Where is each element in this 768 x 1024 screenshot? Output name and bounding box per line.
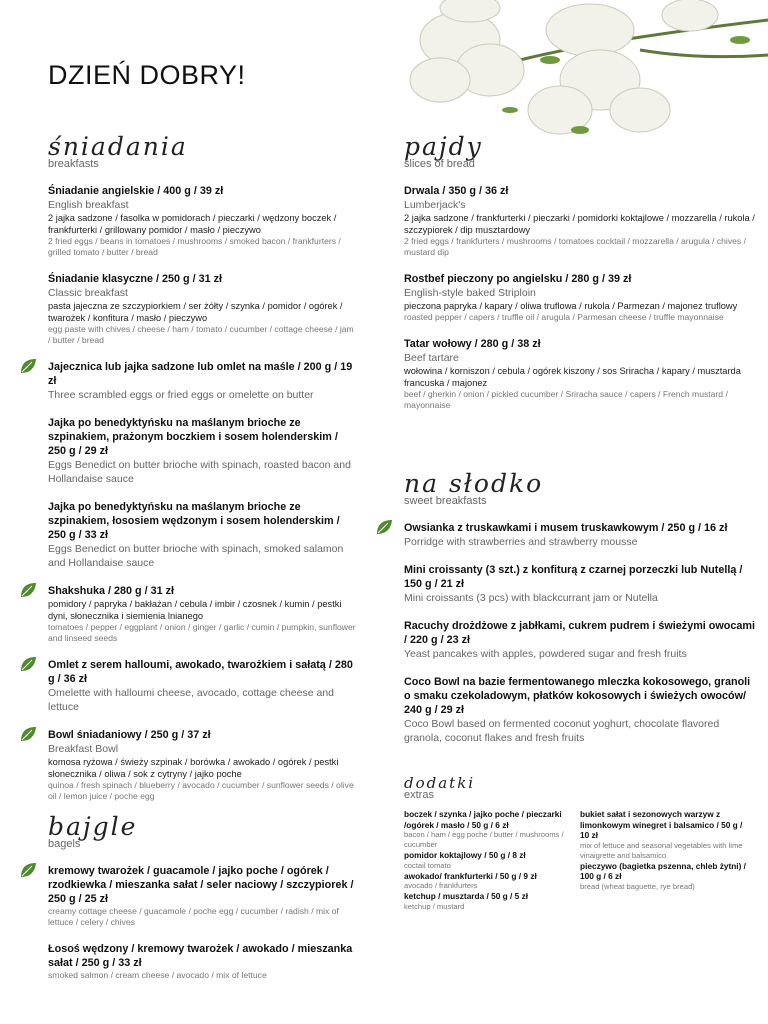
section-script-title: na słodko bbox=[404, 469, 544, 498]
item-ingredients: pasta jajeczna ze szczypiorkiem / ser żółty / szynka / pomidor / ogórek / twarożek / konfitura / masło / pieczywo bbox=[48, 301, 343, 323]
item-ingredients: wołowina / korniszon / cebula / ogórek kiszony / sos Sriracha / kapary / musztarda francuska / majonez bbox=[404, 366, 741, 388]
menu-item bbox=[404, 184, 756, 258]
section-pajdy bbox=[404, 134, 756, 411]
section-script-title: bajgle bbox=[48, 812, 138, 841]
extra-item bbox=[580, 861, 746, 892]
item-english-name: Omelette with halloumi cheese, avocado, cottage cheese and lettuce bbox=[48, 687, 335, 713]
extra-name: ketchup / musztarda / 50 g / 5 zł bbox=[404, 891, 529, 901]
right-column bbox=[404, 134, 756, 922]
left-column bbox=[48, 134, 358, 991]
item-name: Śniadanie klasyczne / 250 g / 31 zł bbox=[48, 273, 223, 285]
section-script-title: śniadania bbox=[48, 132, 188, 161]
item-name: Jajka po benedyktyńsku na maślanym brioche ze szpinakiem, prażonym boczkiem i sosem holenderskim / 250 g / 29 zł bbox=[48, 417, 338, 457]
menu-item bbox=[404, 337, 756, 411]
extra-english: ketchup / mustard bbox=[404, 901, 465, 911]
leaf-icon bbox=[18, 580, 38, 600]
item-name: Mini croissanty (3 szt.) z konfiturą z czarnej porzeczki lub Nutellą / 150 g / 21 zł bbox=[404, 564, 743, 590]
item-name: Omlet z serem halloumi, awokado, twarożkiem i sałatą / 280 g / 36 zł bbox=[48, 659, 353, 685]
item-english-name: Eggs Benedict on butter brioche with spinach, roasted bacon and Hollandaise sauce bbox=[48, 459, 351, 485]
item-name: Bowl śniadaniowy / 250 g / 37 zł bbox=[48, 729, 211, 741]
item-english-name: Three scrambled eggs or fried eggs or omelette on butter bbox=[48, 389, 314, 401]
item-english-name: English breakfast bbox=[48, 199, 129, 211]
item-name: kremowy twarożek / guacamole / jajko poche / ogórek / rzodkiewka / mieszanka sałat / seler naciowy / szczypiorek / 250 g / 25 zł bbox=[48, 865, 354, 905]
menu-item bbox=[48, 360, 358, 402]
magnolia-flowers-illustration bbox=[400, 0, 768, 150]
section-slodko bbox=[404, 471, 756, 745]
menu-item bbox=[48, 728, 358, 802]
section-subtitle: bagels bbox=[48, 838, 81, 850]
item-english-name: Yeast pancakes with apples, powdered sugar and fresh fruits bbox=[404, 648, 687, 660]
item-english-name: Mini croissants (3 pcs) with blackcurrant jam or Nutella bbox=[404, 592, 658, 604]
menu-item bbox=[48, 942, 358, 981]
extra-item bbox=[404, 871, 570, 892]
extra-name: boczek / szynka / jajko poche / pieczarki /ogórek / masło / 50 g / 6 zł bbox=[404, 809, 562, 830]
item-ingredients: 2 jajka sadzone / frankfurterki / pieczarki / pomidorki koktajlowe / mozzarella / rukola / szczypiorek / dip musztardowy bbox=[404, 213, 755, 235]
section-subtitle: extras bbox=[404, 789, 434, 801]
menu-item bbox=[48, 864, 358, 928]
item-ingredients-english: quinoa / fresh spinach / blueberry / avocado / cucumber / sunflower seeds / olive oil / lemon juice / poche egg bbox=[48, 780, 354, 801]
section-subtitle: breakfasts bbox=[48, 158, 99, 170]
page-title: DZIEŃ DOBRY! bbox=[48, 60, 246, 90]
item-name: Owsianka z truskawkami i musem truskawkowym / 250 g / 16 zł bbox=[404, 522, 728, 534]
item-ingredients-english: beef / gherkin / onion / pickled cucumber / Sriracha sauce / capers / French mustard / mayonnaise bbox=[404, 389, 728, 410]
item-english-name: Lumberjack's bbox=[404, 199, 466, 211]
item-name: Racuchy drożdżowe z jabłkami, cukrem pudrem i świeżymi owocami / 220 g / 23 zł bbox=[404, 620, 756, 646]
extra-name: awokado/ frankfurterki / 50 g / 9 zł bbox=[404, 870, 537, 881]
extra-english: mix of lettuce and seasonal vegetables with lime vinaigrette and balsamico bbox=[580, 840, 743, 860]
menu-item bbox=[48, 658, 358, 714]
item-name: Tatar wołowy / 280 g / 38 zł bbox=[404, 338, 541, 350]
item-ingredients-english: tomatoes / pepper / eggplant / onion / ginger / garlic / cumin / pumpkin, sunflower and linseed seeds bbox=[48, 622, 356, 643]
leaf-icon bbox=[18, 356, 38, 376]
menu-item bbox=[404, 272, 756, 323]
extra-name: bukiet sałat i sezonowych warzyw z limonkowym winegret i balsamico / 50 g / 10 zł bbox=[580, 809, 743, 840]
menu-item bbox=[404, 521, 756, 549]
extra-item bbox=[404, 809, 570, 850]
extra-english: bacon / ham / egg poche / butter / mushrooms / cucumber bbox=[404, 830, 564, 849]
section-subtitle: sweet breakfasts bbox=[404, 495, 487, 507]
menu-item bbox=[404, 675, 756, 745]
extra-english: avocado / frankfurters bbox=[404, 881, 478, 890]
item-english-name: English-style baked Striploin bbox=[404, 287, 536, 299]
item-english-name: Classic breakfast bbox=[48, 287, 128, 299]
section-sniadania bbox=[48, 134, 358, 802]
extra-item bbox=[580, 809, 746, 861]
item-english-name: Breakfast Bowl bbox=[48, 743, 119, 755]
item-ingredients-english: egg paste with chives / cheese / ham / tomato / cucumber / cottage cheese / jam / butter / bread bbox=[48, 324, 354, 345]
item-ingredients-english: creamy cottage cheese / guacamole / poche egg / cucumber / radish / mix of lettuce / celery / chives bbox=[48, 906, 339, 927]
item-english-name: Porridge with strawberries and strawberry mousse bbox=[404, 536, 638, 548]
item-name: Łosoś wędzony / kremowy twarożek / awokado / mieszanka sałat / 250 g / 33 zł bbox=[48, 943, 353, 969]
extra-name: pieczywo (bagietka pszenna, chleb żytni) / 100 g / 6 zł bbox=[580, 860, 746, 881]
item-ingredients: komosa ryżowa / świeży szpinak / borówka / awokado / ogórek / pestki słonecznika / oliwa / sok z cytryny / jajko poche bbox=[48, 757, 339, 779]
leaf-icon bbox=[18, 654, 38, 674]
section-subtitle: slices of bread bbox=[404, 158, 475, 170]
menu-item bbox=[404, 563, 756, 605]
leaf-icon bbox=[18, 724, 38, 744]
item-name: Śniadanie angielskie / 400 g / 39 zł bbox=[48, 185, 224, 197]
item-ingredients: pomidory / papryka / bakłażan / cebula / imbir / czosnek / kumin / pestki dyni, słonecznika i siemienia lnianego bbox=[48, 599, 342, 621]
extra-item bbox=[404, 891, 570, 912]
item-name: Jajecznica lub jajka sadzone lub omlet na maśle / 200 g / 19 zł bbox=[48, 361, 353, 387]
section-dodatki bbox=[404, 775, 756, 912]
section-bajgle bbox=[48, 814, 358, 981]
item-ingredients: pieczona papryka / kapary / oliwa truflowa / rukola / Parmezan / majonez truflowy bbox=[404, 301, 738, 311]
item-ingredients-english: 2 fried eggs / frankfurters / mushrooms / tomatoes cocktail / mozzarella / arugula / chives / mustard dip bbox=[404, 236, 746, 257]
item-name: Rostbef pieczony po angielsku / 280 g / 39 zł bbox=[404, 273, 632, 285]
item-name: Coco Bowl na bazie fermentowanego mleczka kokosowego, granoli o smaku czekoladowym, płatków kokosowych i świeżych owoców/ 240 g / 29 zł bbox=[404, 676, 751, 716]
item-ingredients-english: 2 fried eggs / beans in tomatoes / mushrooms / smoked bacon / frankfurters / grilled tomato / butter / bread bbox=[48, 236, 341, 257]
item-ingredients-english: roasted pepper / capers / truffle oil / arugula / Parmesan cheese / truffle mayonnaise bbox=[404, 312, 724, 322]
menu-item bbox=[404, 619, 756, 661]
section-script-title: dodatki bbox=[404, 774, 476, 792]
leaf-icon bbox=[18, 860, 38, 880]
extra-english: coctail tomato bbox=[404, 860, 451, 870]
menu-item bbox=[48, 416, 358, 486]
item-ingredients: 2 jajka sadzone / fasolka w pomidorach / pieczarki / wędzony boczek / frankfurterki / grillowany pomidor / masło / pieczywo bbox=[48, 213, 337, 235]
item-english-name: Eggs Benedict on butter brioche with spinach, smoked salamon and Hollandaise sauce bbox=[48, 543, 344, 569]
menu-item bbox=[48, 500, 358, 570]
menu-item bbox=[48, 184, 358, 258]
item-ingredients-english: smoked salmon / cream cheese / avocado / mix of lettuce bbox=[48, 970, 267, 980]
extra-name: pomidor koktajlowy / 50 g / 8 zł bbox=[404, 850, 526, 860]
item-english-name: Coco Bowl based on fermented coconut yoghurt, chocolate flavored granola, coconut flakes and fresh fruits bbox=[404, 718, 720, 744]
section-script-title: pajdy bbox=[404, 132, 483, 161]
extra-english: bread (wheat baguette, rye bread) bbox=[580, 881, 695, 891]
extra-item bbox=[404, 850, 570, 871]
menu-item bbox=[48, 272, 358, 346]
item-english-name: Beef tartare bbox=[404, 352, 459, 364]
leaf-icon bbox=[374, 517, 394, 537]
menu-item bbox=[48, 584, 358, 644]
item-name: Shakshuka / 280 g / 31 zł bbox=[48, 585, 175, 597]
item-name: Drwala / 350 g / 36 zł bbox=[404, 185, 509, 197]
item-name: Jajka po benedyktyńsku na maślanym brioche ze szpinakiem, łososiem wędzonym i sosem holenderskim / 250 g / 33 zł bbox=[48, 501, 340, 541]
